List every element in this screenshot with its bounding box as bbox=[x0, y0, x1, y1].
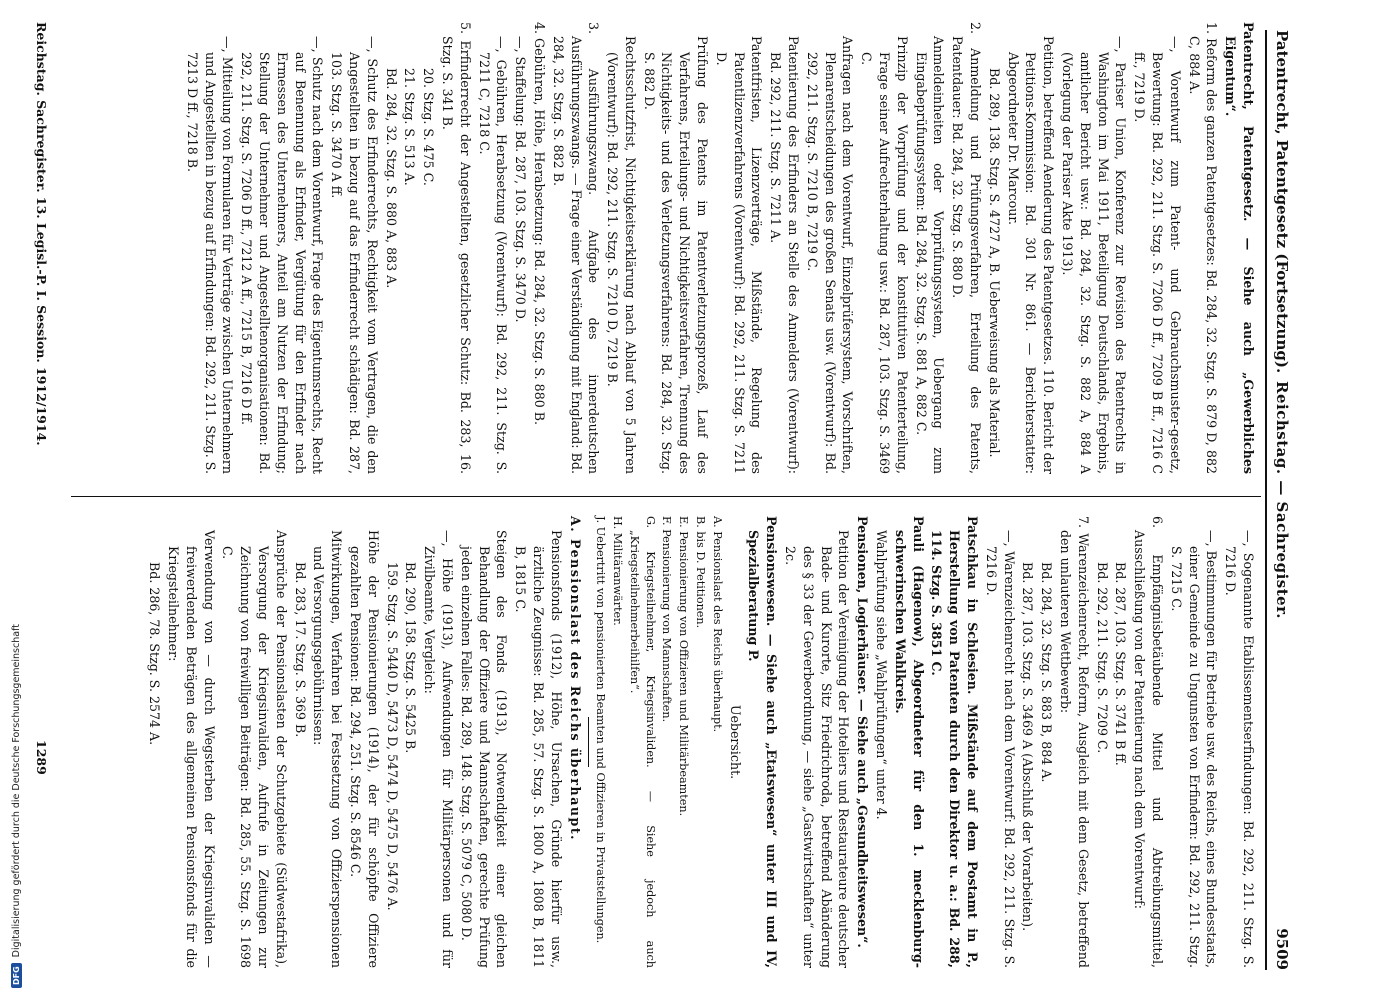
entry-heading: Pensionswesen. — Siehe auch „Etatswesen“ unter III und IV, Spezialberatung P. bbox=[746, 516, 780, 968]
entry: —, Schutz nach dem Vorentwurf, Frage des Eigentumsrechts, Recht auf Benennung als Erfinder, Vergütung für den Erfinder nach Ermessen des Unternehmers, Anteil am Nutzen der Erfindung; Stellung der Unternehmer und Angestelltenorganisationen: Bd. 292, 211. Stzg. S. 7206 D ff., 7212 A ff., 7215 B, 7216 D ff. bbox=[239, 36, 326, 474]
page-number: 9509 bbox=[1273, 928, 1291, 970]
entry: Bd. 286, 78. Stzg. S. 2574 A. bbox=[147, 562, 163, 746]
section-heading: A. Pensionslast des Reichs überhaupt. bbox=[567, 516, 583, 842]
footer-left: Reichstag. Sachregister. 13. Legisl.-P. I. Session. 1912/1914. bbox=[34, 22, 49, 446]
credit-text: Digitalisierung gefördert durch die Deutsche Forschungsgemeinschaft bbox=[11, 624, 22, 958]
dfg-logo: DFG bbox=[11, 963, 22, 988]
header-center: Reichstag. — Sachregister. bbox=[1273, 381, 1291, 619]
digitization-credit bbox=[6, 0, 22, 1000]
entry-heading: Pauli (Hagenow), Abgeordneter für den 1. mecklenburg-schwerinschen Wahlkreis. bbox=[892, 516, 926, 968]
overview-item: A. Pensionslast des Reichs überhaupt. bbox=[710, 516, 724, 733]
entry: Bd. 290, 158. Stzg. S. 5425 B. bbox=[403, 562, 419, 754]
overview-item: J. Uebertritt von pensionierten Beamten und Offizieren in Privatstellungen. bbox=[594, 516, 608, 944]
entry: 20. Stzg. S. 475 C. bbox=[421, 68, 437, 186]
entry: —, Mitteilung von Formularen für Verträge zwischen Unternehmern und Angestellten in bezug auf Erfindungen: Bd. 292, 211. Stzg. S. 7213 D ff., 7218 B. bbox=[184, 36, 236, 474]
entry: Ansprüche der Pensionslasten der Schutzgebiete (Südwestafrika), Versorgung der Kriegsinvaliden, Aufrufe in Zeitungen zur Zeichnung von freiwilligen Beiträgen: Bd. 285, 55. Stzg. S. 1698 C. bbox=[220, 530, 289, 968]
entry: 5. Erfinderrecht der Angestellten, gesetzlicher Schutz: Bd. 283, 16. Stzg. S. 341 B. bbox=[439, 22, 473, 474]
entry: Höhe der Pensionierungen (1914), der für schöpfte Offiziere gezahlten Pensionen: Bd. 294, 251. Stzg. S. 8546 C. bbox=[347, 530, 381, 968]
entry: Petition, betreffend Aenderung des Patentgesetzes. 110. Bericht der Petitions-Kommission: Bd. 301 Nr. 861. — Berichterstatter: Abgeordneter Dr. Marcour. bbox=[1005, 36, 1057, 474]
entry: Patentfristen, Lizenzverträge, Mißstände, Regelung des Patentlizenzverfahrens (Vorentwurf): Bd. 292, 211. Stzg. S. 7211 D. bbox=[713, 36, 765, 474]
header-rule bbox=[1265, 30, 1267, 970]
entry-heading: Patentrecht, Patentgesetz. — Siehe auch „Gewerbliches Eigentum“. bbox=[1223, 22, 1256, 474]
entry: —, Gebühren, Herabsetzung (Vorentwurf): Bd. 292, 211. Stzg. S. 7211 C, 7218 C. bbox=[476, 36, 510, 474]
entry: 1. Reform des ganzen Patentgesetzes: Bd. 284, 32. Stzg. S. 879 D, 882 C, 884 A. bbox=[1186, 22, 1220, 474]
overview-item: H. Militäranwärter. bbox=[611, 516, 625, 626]
entry: —, Schutz des Erfinderrechts, Rechtigkeit vom Vertragen, die den Angestellten in bezug auf das Erfinderrecht schädigen: Bd. 287, 103. Stzg. S. 3470 A ff. bbox=[329, 36, 380, 474]
entry: Patentierung des Erfinders an Stelle des Anmelders (Vorentwurf): Bd. 292, 211. Stzg. S. 7211 A. bbox=[768, 36, 802, 474]
entry: 159. Stzg. S. 5440 D, 5473 D, 5474 D, 5475 D, 5476 A. bbox=[384, 562, 400, 911]
entry: 2. Anmeldung und Prüfungsverfahren, Erteilung des Patents, Patentdauer: Bd. 284, 32. Stzg. S. 880 D. bbox=[950, 22, 984, 474]
entry: Steigen des Fonds (1913), Notwendigkeit einer gleichen Behandlung der Offiziere und Mannschaften, gerechte Prüfung jeden einzelnen Falles: Bd. 289, 148. Stzg. S. 5079 C, 5080 D. bbox=[458, 530, 510, 968]
entry: Anfragen nach dem Vorentwurf, Einzelprüfersystem, Vorschriften, Plenarentscheidungen des großen Senats usw. (Vorentwurf): Bd. 292, 211. Stzg. S. 7210 B, 7219 C. bbox=[804, 36, 856, 474]
entry: Bd. 284, 32. Stzg. S. 880 A, 883 A. bbox=[383, 68, 399, 289]
overview-item: E. Pensionierung von Offizieren und Militärbeamten. bbox=[677, 516, 691, 817]
entry: —, Staffelung: Bd. 287, 103. Stzg. S. 3470 D. bbox=[513, 36, 529, 323]
entry: —, Höhe (1913), Aufwendungen für Militärpersonen und für Zivilbeamte, Vergleich: bbox=[422, 530, 455, 968]
footer-page-number: 1289 bbox=[34, 740, 49, 775]
entry-heading: Patschkau in Schlesien. Mißstände auf dem Postamt in P., Herstellung von Patenten durch den Direktor u. a.: Bd. 288, 114. Stzg. S. 3851 C. bbox=[929, 516, 981, 968]
entry: —, Warenzeichenrecht nach dem Vorentwurf: Bd. 292, 211. Stzg. S. 7216 D. bbox=[983, 530, 1017, 968]
left-column bbox=[182, 22, 1257, 474]
entry: 3. Ausführungszwang. Aufgabe des innerdeutschen Ausführungszwangs. — Frage einer Verständigung mit England: Bd. 284, 32. Stzg. S. 882 B. bbox=[550, 22, 602, 474]
entry: Bd. 284, 32. Stzg. S. 883 B, 884 A. bbox=[1039, 562, 1055, 783]
entry: Bd. 283, 17. Stzg. S. 369 B. bbox=[292, 562, 308, 738]
entry: Rechtsschutzfrist, Nichtigkeitserklärung nach Ablauf von 5 Jahren (Vorentwurf): Bd. 292, 211. Stzg. S. 7210 D, 7219 B. bbox=[605, 36, 638, 474]
entry: 4. Gebühren, Höhe, Herabsetzung: Bd. 284, 32. Stzg. S. 880 B. bbox=[531, 22, 547, 425]
entry: 6. Empfängnisbetäubende Mittel und Abtreibungsmittel, Ausschließung von der Patentierung nach dem Vorentwurf: bbox=[1132, 516, 1166, 968]
entry: Bd. 287, 103. Stzg. S. 3469 A (Abschluß der Vorarbeiten). bbox=[1020, 562, 1036, 932]
column-divider bbox=[71, 496, 1261, 497]
entry: Verwendung von — durch Wegsterben der Kriegsinvaliden — freiwerdenden Beträgen des allgemeinen Pensionsfonds für die Kriegsteilnehmer: bbox=[165, 530, 217, 968]
separator-rule bbox=[588, 717, 589, 767]
right-column bbox=[144, 516, 1257, 968]
entry: Bd. 287, 103. Stzg. S. 3741 B ff. bbox=[1113, 562, 1129, 766]
entry: Mitwirkungen, Verfahren bei Festsetzung von Offizierspensionen und Versorgungsgebührnissen: bbox=[311, 530, 345, 968]
overview-item: F. Pensionierung von Mannschaften. bbox=[660, 516, 674, 723]
entry: Petition der Vereinigung der Hoteliers und Restaurateure deutscher Bade- und Kurorte, Sitz Friedrichroda, betreffend Abänderung des § 33 der Gewerbeordnung, — siehe „Gastwirtschaften“ unter 2c. bbox=[783, 530, 852, 968]
overview-item: G. Kriegsteilnehmer, Kriegsinvaliden. — Siehe jedoch auch „Kriegsteilnehmerbeihilfen“. bbox=[627, 516, 657, 968]
entry: Bd. 289, 138. Stzg. S. 4727 A, B. Ueberweisung als Material. bbox=[986, 68, 1002, 458]
entry: Bd. 292, 211. Stzg. S. 7209 C. bbox=[1094, 562, 1110, 754]
entry: —, Bestimmungen für Betriebe usw. des Reichs, eines Bundesstaats, einer Gemeinde zu Ungunsten von Erfindern: Bd. 292, 211. Stzg. S. 7215 C. bbox=[1168, 530, 1220, 968]
overview-item: B. bis D. Petitionen. bbox=[694, 516, 708, 629]
entry: 21. Stzg. S. 513 A. bbox=[402, 68, 418, 186]
header-left: Patentrecht, Patentgesetz (Fortsetzung). bbox=[1273, 30, 1291, 374]
entry: —, Sogenannte Etablissementserfindungen: Bd. 292, 211. Stzg. S. 7216 D. bbox=[1223, 530, 1256, 968]
entry: Prinzip der Vorprüfung und der konstitutiven Patenterteilung, Frage seiner Aufrechterhaltung usw.: Bd. 287, 103. Stzg. S. 3469 C. bbox=[859, 36, 910, 474]
entry: —, Pariser Union, Konferenz zur Revision des Patentrechts in Washington im Mai 1911, Beteiligung Deutschlands, Ergebnis, amtlicher Bericht usw.: Bd. 284, 32. Stzg. S. 882 A, 884 A (Vorlegung der Pariser Akte 1913). bbox=[1060, 36, 1129, 474]
entry: Wahlprüfung siehe „Wahlprüfungen“ unter 4. bbox=[874, 530, 890, 820]
entry-heading: Pensionen, Logierhäuser. — Siehe auch „Gesundheitswesen“. bbox=[855, 516, 871, 948]
running-header bbox=[1269, 30, 1295, 970]
entry: —, Vorentwurf zum Patent- und Gebrauchsmuster-gesetz, Bewertung: Bd. 292, 211. Stzg. S. 7206 D ff., 7209 B ff., 7216 C ff., 7219 D. bbox=[1132, 36, 1183, 474]
entry: Anmeldeinheiten oder Vorprüfungssystem, Uebergang zum Eingabeprüfungssystem: Bd. 284, 32. Stzg. S. 881 A, 882 C. bbox=[913, 36, 947, 474]
entry: 7. Warenzeichenrecht, Reform, Ausgleich mit dem Gesetz, betreffend den unlauteren Wettbewerb: bbox=[1058, 516, 1091, 968]
entry: Prüfung des Patents im Patentverletzungsprozeß, Lauf des Verfahrens, Erteilungs- und Nichtigkeitsverfahren, Trennung des Nichtigkeits- und des Verletzungsverfahrens: Bd. 284, 32. Stzg. S. 882 D. bbox=[641, 36, 711, 474]
overview-title: Uebersicht. bbox=[727, 704, 743, 780]
entry: Pensionsfonds (1912), Höhe, Ursachen, Gründe hierfür usw., ärztliche Zeugnisse: Bd. 285, 57. Stzg. S. 1800 A, 1808 B, 1811 B, 1815 C. bbox=[513, 530, 564, 968]
